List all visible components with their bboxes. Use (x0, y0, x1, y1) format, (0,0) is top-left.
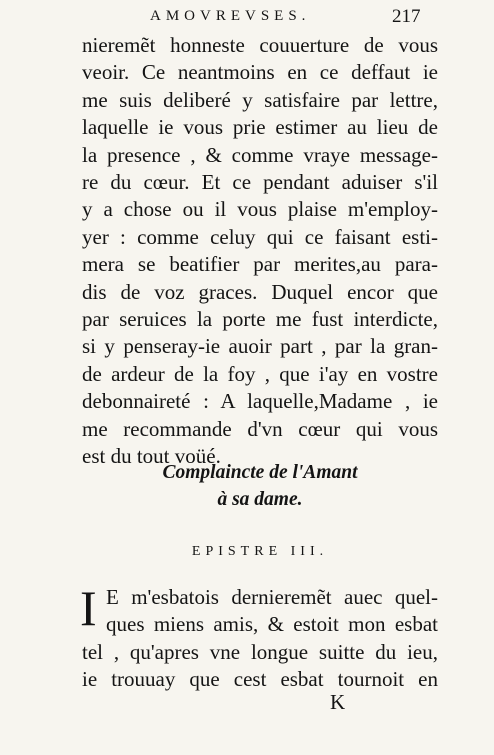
text-line: re du cœur. Et ce pendant aduiser s'il (82, 170, 438, 195)
text-line: debonnaireté : A laquelle,Madame , ie (82, 389, 438, 414)
text-line: ques miens amis, & estoit mon esbat (106, 612, 438, 637)
text-line: laquelle ie vous prie estimer au lieu de (82, 115, 438, 140)
running-head: AMOVREVSES. (150, 8, 311, 24)
text-line: par seruices la porte me fust interdicte, (82, 307, 438, 332)
epistle-title: EPISTRE III. (191, 544, 329, 559)
epistle-body (80, 580, 438, 694)
text-line: la presence , & comme vraye message- (82, 142, 438, 167)
text-line: si y penseray-ie auoir part , par la gran- (82, 334, 438, 359)
text-line: dis de voz graces. Duquel encor que (82, 279, 438, 304)
text-line: me recommande d'vn cœur qui vous (82, 416, 438, 441)
letter-body (82, 32, 438, 471)
text-line: est du tout voüé. (82, 444, 221, 469)
text-line: y a chose ou il vous plaise m'employ- (82, 197, 438, 222)
text-line: me suis deliberé y satisfaire par lettre, (82, 87, 438, 112)
text-line: yer : comme celuy qui ce faisant esti- (82, 224, 438, 249)
page-number: 217 (392, 6, 421, 27)
text-line: tel , qu'apres vne longue suitte du ieu, (82, 639, 438, 664)
signature-mark: K (330, 690, 346, 714)
section-heading: Complaincte de l'Amant (162, 462, 358, 483)
text-line: mera se beatifier par merites,au para- (82, 252, 438, 277)
text-line: ie trouuay que cest esbat tournoit en (82, 667, 438, 692)
section-heading-subline: à sa dame. (217, 489, 303, 510)
text-line: veoir. Ce neantmoins en ce deffaut ie (82, 60, 438, 85)
text-line: E m'esbatois dernieremẽt auec quel- (106, 585, 438, 609)
text-line: de ardeur de la foy , que i'ay en vostre (82, 361, 438, 386)
text-line: nieremẽt honneste couuerture de vous (82, 33, 438, 57)
drop-capital: I (80, 580, 97, 636)
